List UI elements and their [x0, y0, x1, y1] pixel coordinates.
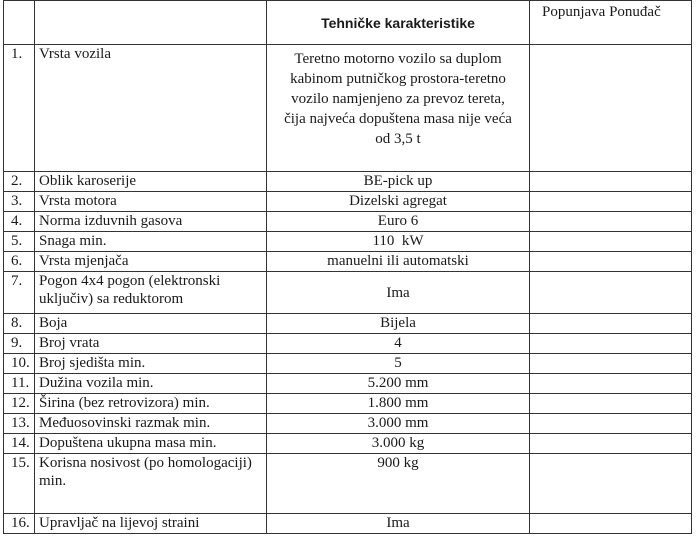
table-row: [4, 434, 692, 454]
table-row: [4, 252, 692, 272]
row-label: Vrsta vozila: [35, 45, 267, 172]
row-number: 1.: [4, 45, 35, 172]
row-value: Ima: [267, 272, 530, 314]
table-row: [4, 394, 692, 414]
row-label: Dopuštena ukupna masa min.: [35, 434, 267, 454]
table-row: [4, 192, 692, 212]
row-number: 13.: [4, 414, 35, 434]
row-value: 5.200 mm: [267, 374, 530, 394]
row-label: Širina (bez retrovizora) min.: [35, 394, 267, 414]
table-row: [4, 414, 692, 434]
row-value: 3.000 mm: [267, 414, 530, 434]
row-label: Korisna nosivost (po homologaciji) min.: [35, 454, 267, 514]
row-label: Snaga min.: [35, 232, 267, 252]
row-bidder-cell: [530, 334, 692, 354]
row-label: Pogon 4x4 pogon (elektronski uključiv) sa reduktorom: [35, 272, 267, 314]
row-bidder-cell: [530, 394, 692, 414]
row-label: Dužina vozila min.: [35, 374, 267, 394]
row-label: Broj sjedišta min.: [35, 354, 267, 374]
header-bidder-column: Popunjava Ponuđač: [530, 1, 692, 45]
row-number: 14.: [4, 434, 35, 454]
row-number: 15.: [4, 454, 35, 514]
table-row: [4, 454, 692, 514]
row-bidder-cell: [530, 434, 692, 454]
row-number: 5.: [4, 232, 35, 252]
row-value: 900 kg: [267, 454, 530, 514]
table-row: [4, 212, 692, 232]
row-number: 8.: [4, 314, 35, 334]
row-label: Boja: [35, 314, 267, 334]
header-title: Tehničke karakteristike: [267, 1, 530, 45]
table-row: [4, 374, 692, 394]
row-value: Ima: [267, 514, 530, 534]
spec-table: [3, 0, 692, 534]
table-row: [4, 45, 692, 172]
row-value: Euro 6: [267, 212, 530, 232]
row-number: 7.: [4, 272, 35, 314]
table-header-row: [4, 1, 692, 45]
row-bidder-cell: [530, 514, 692, 534]
table-row: [4, 354, 692, 374]
row-value: 110 kW: [267, 232, 530, 252]
row-bidder-cell: [530, 374, 692, 394]
table-row: [4, 232, 692, 252]
row-bidder-cell: [530, 172, 692, 192]
row-bidder-cell: [530, 314, 692, 334]
row-value: 4: [267, 334, 530, 354]
row-bidder-cell: [530, 414, 692, 434]
row-bidder-cell: [530, 212, 692, 232]
row-number: 4.: [4, 212, 35, 232]
row-label: Vrsta mjenjača: [35, 252, 267, 272]
row-number: 6.: [4, 252, 35, 272]
table-row: [4, 172, 692, 192]
row-bidder-cell: [530, 232, 692, 252]
row-value: 3.000 kg: [267, 434, 530, 454]
header-label-cell: [35, 1, 267, 45]
row-bidder-cell: [530, 454, 692, 514]
row-bidder-cell: [530, 354, 692, 374]
header-num-cell: [4, 1, 35, 45]
row-number: 12.: [4, 394, 35, 414]
row-bidder-cell: [530, 272, 692, 314]
row-label: Upravljač na lijevoj straini: [35, 514, 267, 534]
table-row: [4, 514, 692, 534]
row-value: manuelni ili automatski: [267, 252, 530, 272]
row-number: 2.: [4, 172, 35, 192]
row-label: Broj vrata: [35, 334, 267, 354]
row-label: Međuosovinski razmak min.: [35, 414, 267, 434]
row-label: Vrsta motora: [35, 192, 267, 212]
row-value: Dizelski agregat: [267, 192, 530, 212]
row-value: Teretno motorno vozilo sa duplom kabinom putničkog prostora-teretno vozilo namjenjeno za prevoz tereta, čija najveća dopuštena masa nije veća od 3,5 t: [267, 45, 530, 172]
row-bidder-cell: [530, 252, 692, 272]
row-bidder-cell: [530, 45, 692, 172]
table-row: [4, 272, 692, 314]
table-row: [4, 334, 692, 354]
row-number: 9.: [4, 334, 35, 354]
row-label: Oblik karoserije: [35, 172, 267, 192]
row-bidder-cell: [530, 192, 692, 212]
row-value: 1.800 mm: [267, 394, 530, 414]
row-number: 11.: [4, 374, 35, 394]
table-row: [4, 314, 692, 334]
row-label: Norma izduvnih gasova: [35, 212, 267, 232]
row-number: 10.: [4, 354, 35, 374]
row-number: 3.: [4, 192, 35, 212]
row-value: Bijela: [267, 314, 530, 334]
row-value: 5: [267, 354, 530, 374]
row-number: 16.: [4, 514, 35, 534]
row-value: BE-pick up: [267, 172, 530, 192]
